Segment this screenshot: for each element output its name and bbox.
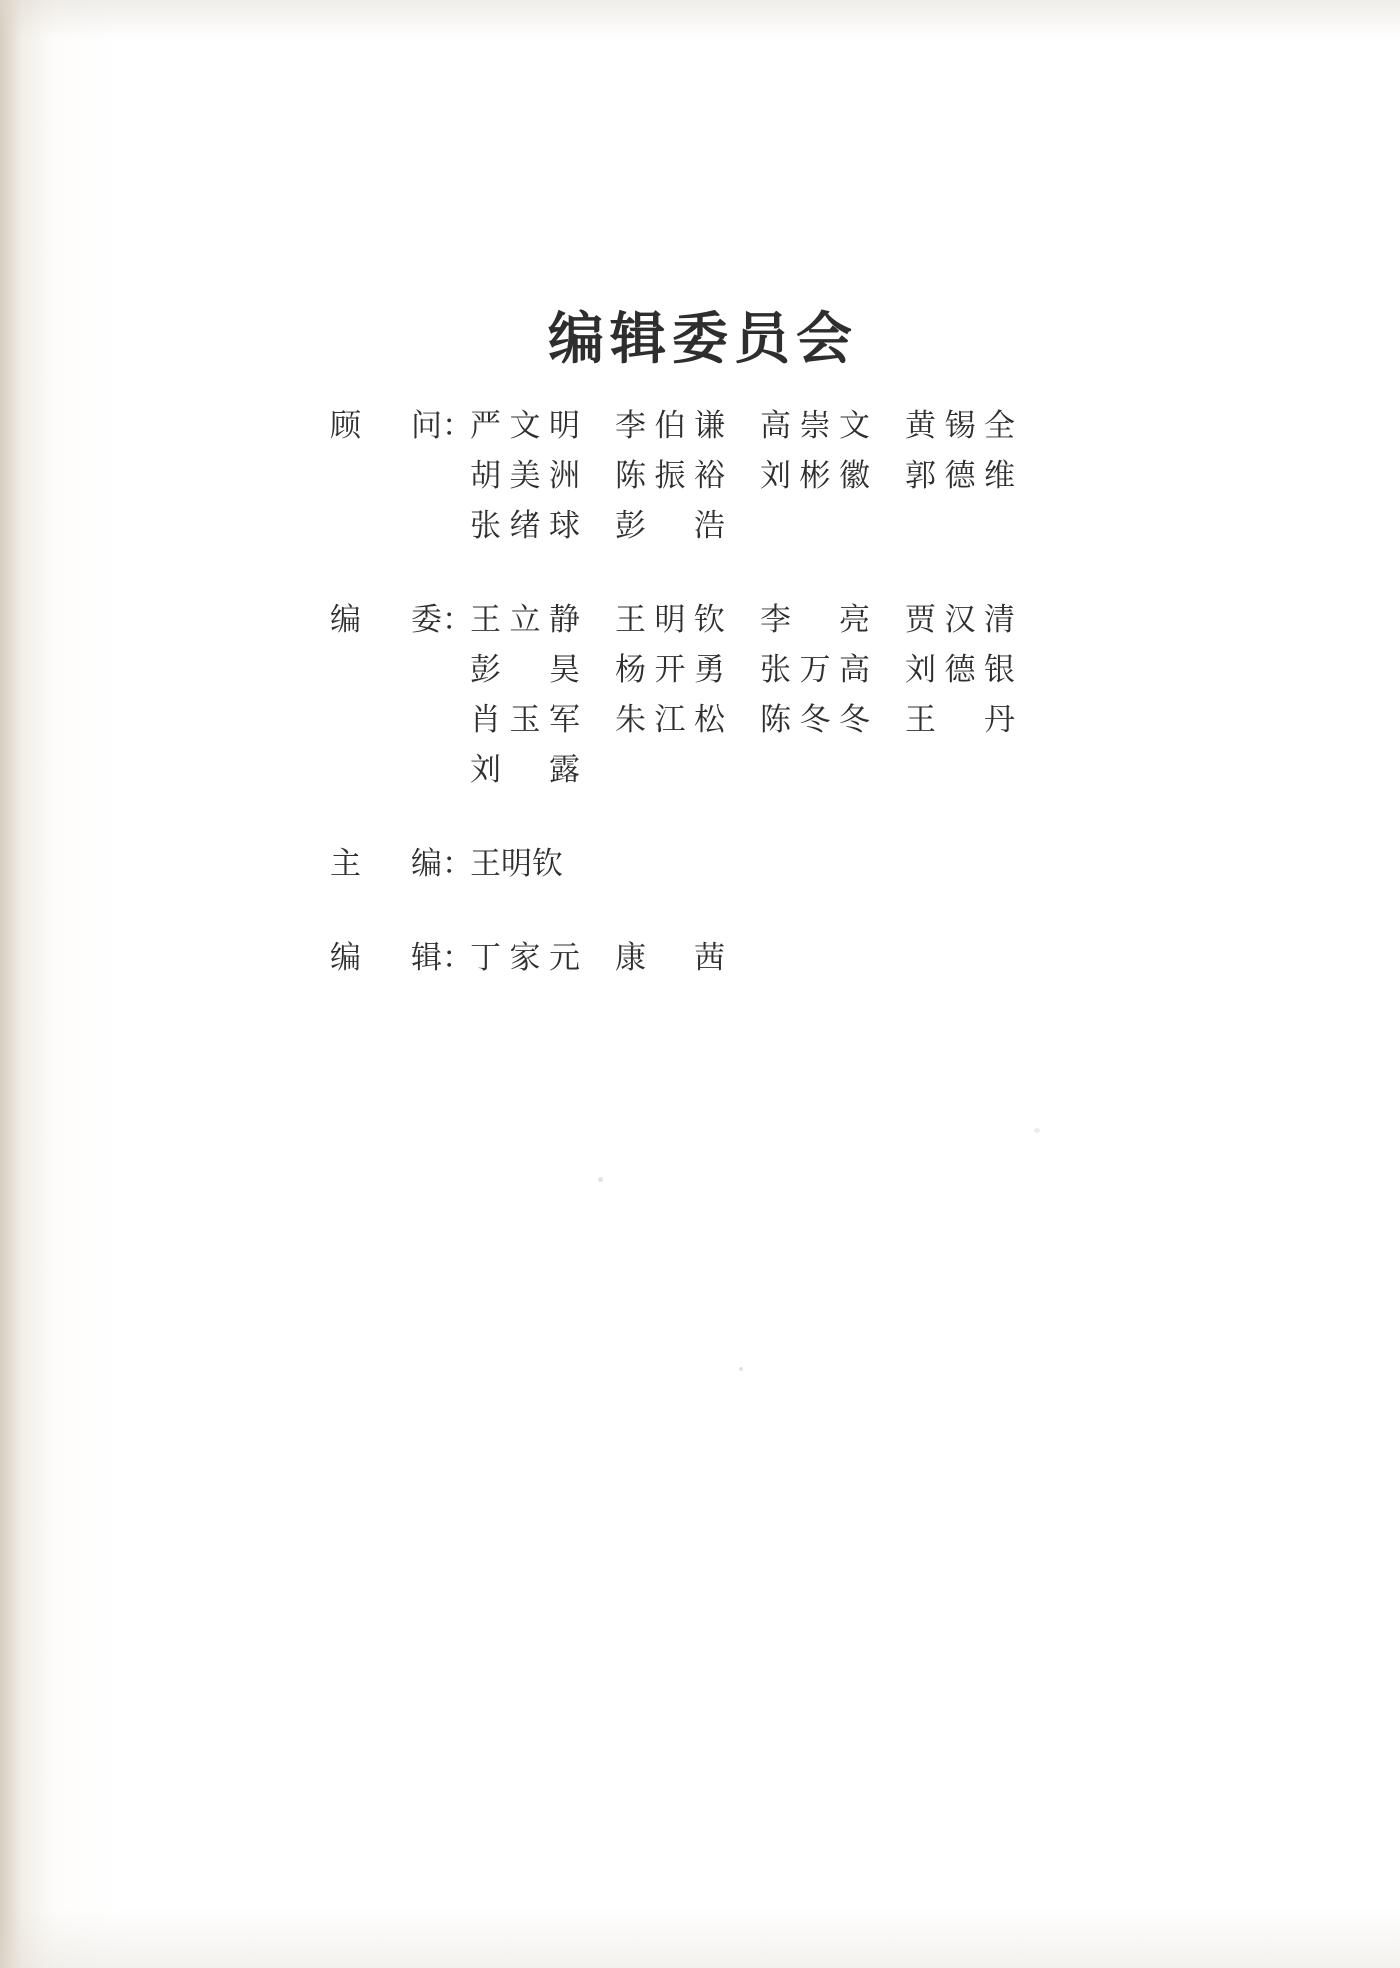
roster-name-text: 李亮 [760,602,870,637]
roster-name-list [470,400,1090,445]
roster-name [470,644,615,689]
roster-name [470,932,615,977]
roster-row [330,932,1090,982]
roster-group-label-text: 主编 [330,846,442,881]
scan-speck [598,1177,603,1182]
roster-row [330,450,1090,500]
roster-name-list [470,744,1090,789]
roster-label-colon: ： [442,940,473,975]
editorial-board-roster [330,400,1090,1026]
roster-name [615,932,760,977]
roster-name-list [470,500,1090,545]
scan-speck [739,1367,743,1371]
roster-name [760,644,905,689]
roster-name [905,594,1050,639]
roster-group-advisors [330,400,1090,550]
roster-name-text: 郭德维 [905,458,1015,493]
roster-name-text: 杨开勇 [615,652,725,687]
roster-name-list [470,594,1090,639]
roster-name-text: 严文明 [470,408,580,443]
roster-group-label [330,838,473,883]
roster-name-list [470,644,1090,689]
roster-name [760,594,905,639]
roster-group-label-text: 顾问 [330,408,442,443]
roster-name [615,400,760,445]
roster-label-colon: ： [442,846,473,881]
roster-label-colon: ： [442,408,473,443]
roster-row [330,400,1090,450]
roster-name-text: 胡美洲 [470,458,580,493]
roster-group-editorial-members [330,594,1090,794]
roster-group-editors [330,932,1090,982]
roster-name-text: 张绪球 [470,508,580,543]
roster-group-chief-editor [330,838,1090,888]
roster-name-text: 康茜 [615,940,725,975]
roster-name [470,400,615,445]
roster-name-text: 陈冬冬 [760,702,870,737]
roster-group-label-text: 编辑 [330,940,442,975]
roster-name-text: 贾汉清 [905,602,1015,637]
page-title: 编辑委员会 [548,306,858,372]
roster-name [615,594,760,639]
roster-name-text: 王明钦 [470,846,563,881]
roster-group-label [330,932,473,977]
roster-name-text: 王立静 [470,602,580,637]
roster-name-text: 陈振裕 [615,458,725,493]
roster-name-text: 丁家元 [470,940,580,975]
roster-name [615,450,760,495]
roster-name-text: 朱江松 [615,702,725,737]
roster-name-list [470,694,1090,739]
roster-group-label-text: 编委 [330,602,442,637]
roster-name [470,694,615,739]
roster-name [470,594,615,639]
roster-row [330,744,1090,794]
roster-name-list [470,450,1090,495]
roster-name-list [470,838,1090,883]
roster-name [615,644,760,689]
scan-speck [1034,1128,1040,1133]
roster-name-text: 刘德银 [905,652,1015,687]
roster-name-text: 王丹 [905,702,1015,737]
roster-name-text: 彭昊 [470,652,580,687]
roster-name [470,450,615,495]
roster-row [330,644,1090,694]
roster-name-text: 彭浩 [615,508,725,543]
roster-name [615,500,760,545]
roster-row [330,594,1090,644]
roster-name-text: 李伯谦 [615,408,725,443]
roster-label-colon: ： [442,602,473,637]
roster-name [760,694,905,739]
roster-name-text: 刘露 [470,752,580,787]
roster-name-text: 高崇文 [760,408,870,443]
roster-name-text: 张万高 [760,652,870,687]
roster-name [905,450,1050,495]
roster-name-text: 王明钦 [615,602,725,637]
roster-name-text: 刘彬徽 [760,458,870,493]
roster-name [905,694,1050,739]
roster-name-list [470,932,1090,977]
roster-name [760,400,905,445]
roster-name [470,838,563,883]
roster-name [905,644,1050,689]
roster-row [330,838,1090,888]
roster-name [470,744,615,789]
roster-name [760,450,905,495]
roster-group-label [330,594,473,639]
roster-group-label [330,400,473,445]
roster-name [905,400,1050,445]
roster-row [330,694,1090,744]
roster-name-text: 肖玉军 [470,702,580,737]
roster-name-text: 黄锡全 [905,408,1015,443]
roster-name [470,500,615,545]
roster-name [615,694,760,739]
roster-row [330,500,1090,550]
